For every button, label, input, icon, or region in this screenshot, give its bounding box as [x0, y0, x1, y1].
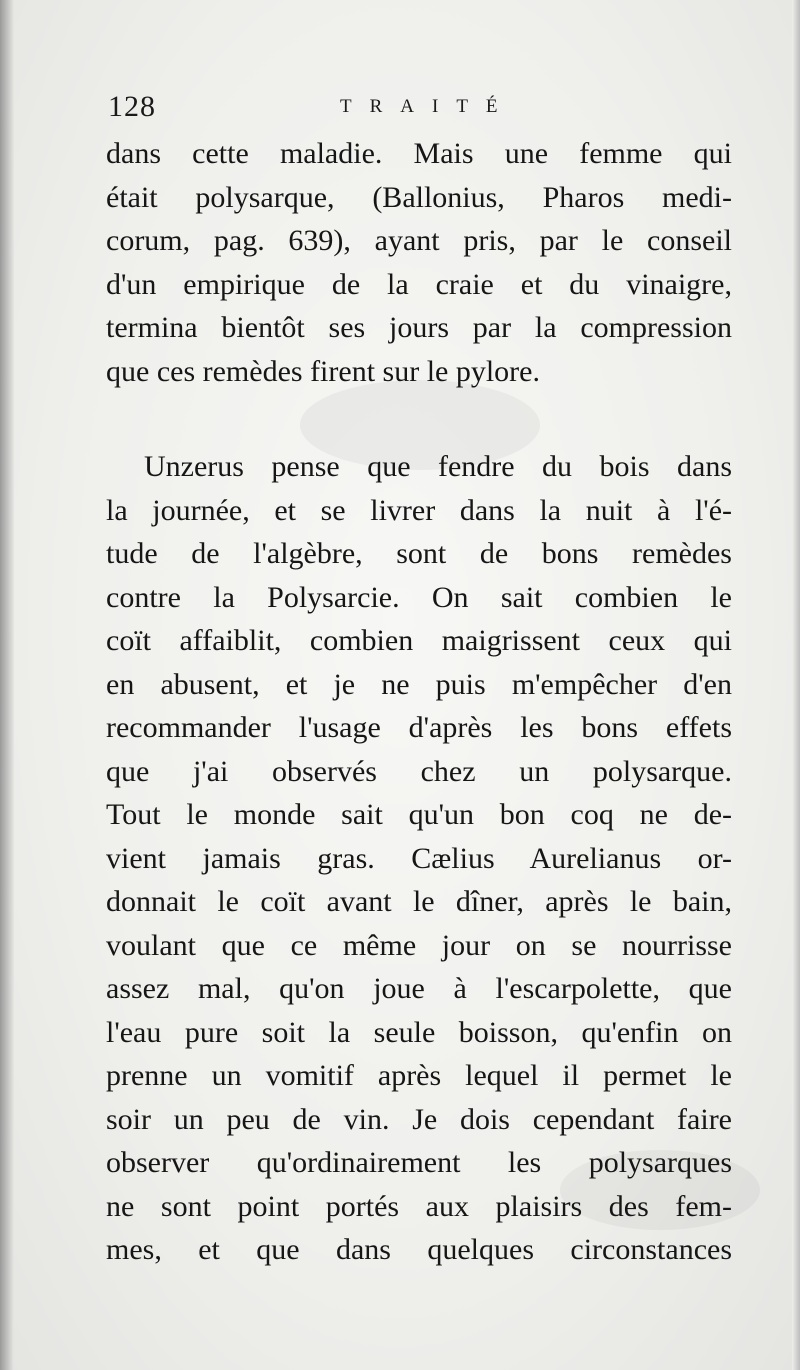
text-line: recommander l'usage d'après les bons effets	[106, 711, 732, 744]
text-line: l'eau pure soit la seule boisson, qu'enfin on	[106, 1015, 732, 1049]
paragraph-1	[106, 132, 732, 393]
page-header	[108, 90, 708, 134]
text-line: prenne un vomitif après lequel il permet le	[106, 1059, 732, 1092]
text-line: termina bientôt ses jours par la compression	[106, 311, 732, 344]
paragraph-gap	[106, 393, 732, 445]
text-line: que ces remèdes firent sur le pylore.	[106, 354, 540, 388]
text-line: soir un peu de vin. Je dois cependant faire	[106, 1102, 732, 1136]
text-line: assez mal, qu'on joue à l'escarpolette, que	[106, 972, 732, 1005]
running-title: TRAITÉ	[340, 96, 516, 117]
text-line: était polysarque, (Ballonius, Pharos medi-	[106, 180, 732, 214]
text-line: tude de l'algèbre, sont de bons remèdes	[106, 537, 732, 570]
body-text	[106, 132, 732, 1272]
text-line: ne sont point portés aux plaisirs des fem-	[106, 1189, 732, 1223]
text-line: Tout le monde sait qu'un bon coq ne de-	[106, 798, 732, 831]
text-line: la journée, et se livrer dans la nuit à l'é-	[106, 493, 732, 527]
text-line: coït affaiblit, combien maigrissent ceux qui	[106, 624, 732, 657]
text-line: mes, et que dans quelques circonstances	[106, 1233, 732, 1266]
text-line: d'un empirique de la craie et du vinaigre,	[106, 267, 732, 301]
text-line: corum, pag. 639), ayant pris, par le conseil	[106, 224, 732, 257]
text-line: voulant que ce même jour on se nourrisse	[106, 928, 732, 962]
text-line: observer qu'ordinairement les polysarques	[106, 1146, 732, 1179]
paragraph-2	[106, 445, 732, 1272]
page-number: 128	[108, 90, 156, 123]
text-line: donnait le coït avant le dîner, après le bain,	[106, 885, 732, 918]
text-line: Unzerus pense que fendre du bois dans	[144, 450, 732, 483]
text-line: vient jamais gras. Cælius Aurelianus or-	[106, 841, 732, 875]
text-line: que j'ai observés chez un polysarque.	[106, 754, 732, 788]
page-edge-shadow	[792, 0, 800, 1370]
text-line: contre la Polysarcie. On sait combien le	[106, 580, 732, 614]
text-line: en abusent, et je ne puis m'empêcher d'en	[106, 667, 732, 701]
text-line: dans cette maladie. Mais une femme qui	[106, 137, 732, 170]
page-gutter-shadow	[0, 0, 14, 1370]
